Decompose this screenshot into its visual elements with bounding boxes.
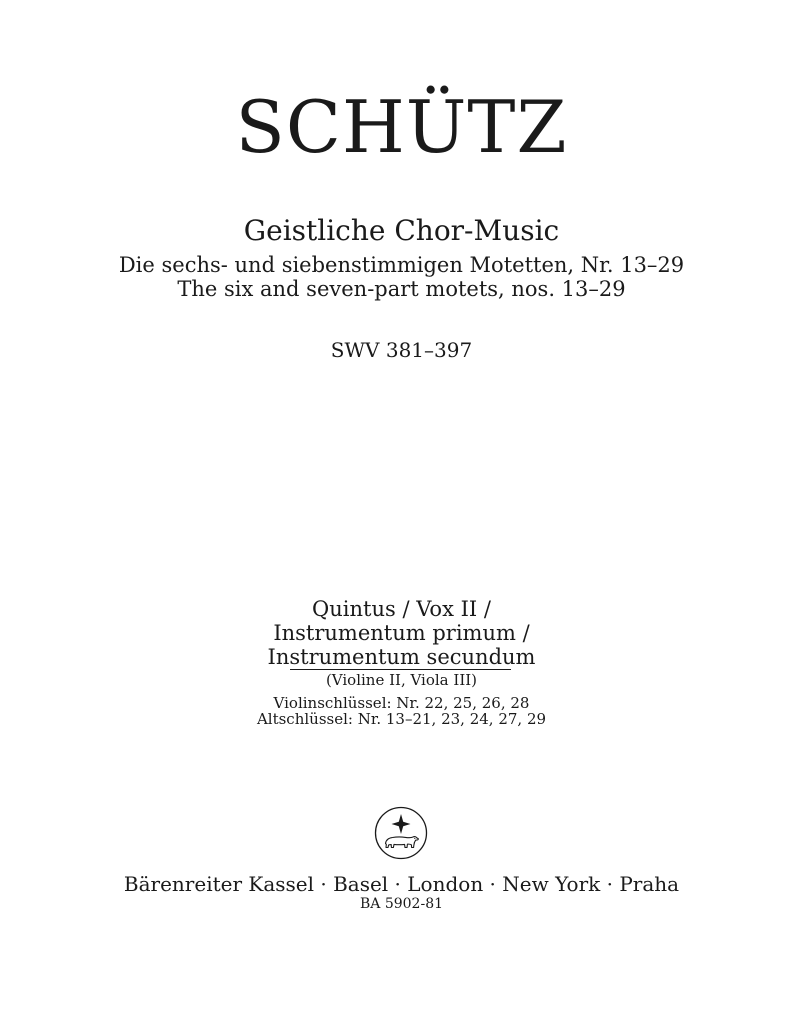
subtitle-german: Die sechs- und siebenstimmigen Motetten, Nr. 13–29 (118, 253, 685, 277)
publisher-imprint: Bärenreiter Kassel · Basel · London · New York · Praha (123, 872, 680, 896)
composer-name: SCHÜTZ (235, 85, 568, 169)
baerenreiter-bear-star-logo-icon (374, 806, 428, 860)
clef-violin-note: Violinschlüssel: Nr. 22, 25, 26, 28 (273, 694, 530, 712)
part-name-line-1: Quintus / Vox II / (312, 597, 491, 621)
edition-number: BA 5902-81 (359, 896, 444, 912)
part-name-line-3: Instrumentum secundum (267, 645, 536, 669)
work-title: Geistliche Chor-Music (243, 214, 560, 247)
catalog-number: SWV 381–397 (330, 338, 473, 362)
clef-alto-note: Altschlüssel: Nr. 13–21, 23, 24, 27, 29 (256, 710, 547, 728)
instrument-note: (Violine II, Viola III) (325, 671, 478, 689)
subtitle-english: The six and seven-part motets, nos. 13–29 (177, 277, 626, 301)
part-name-line-2: Instrumentum primum / (273, 621, 530, 645)
part-divider (290, 669, 511, 670)
